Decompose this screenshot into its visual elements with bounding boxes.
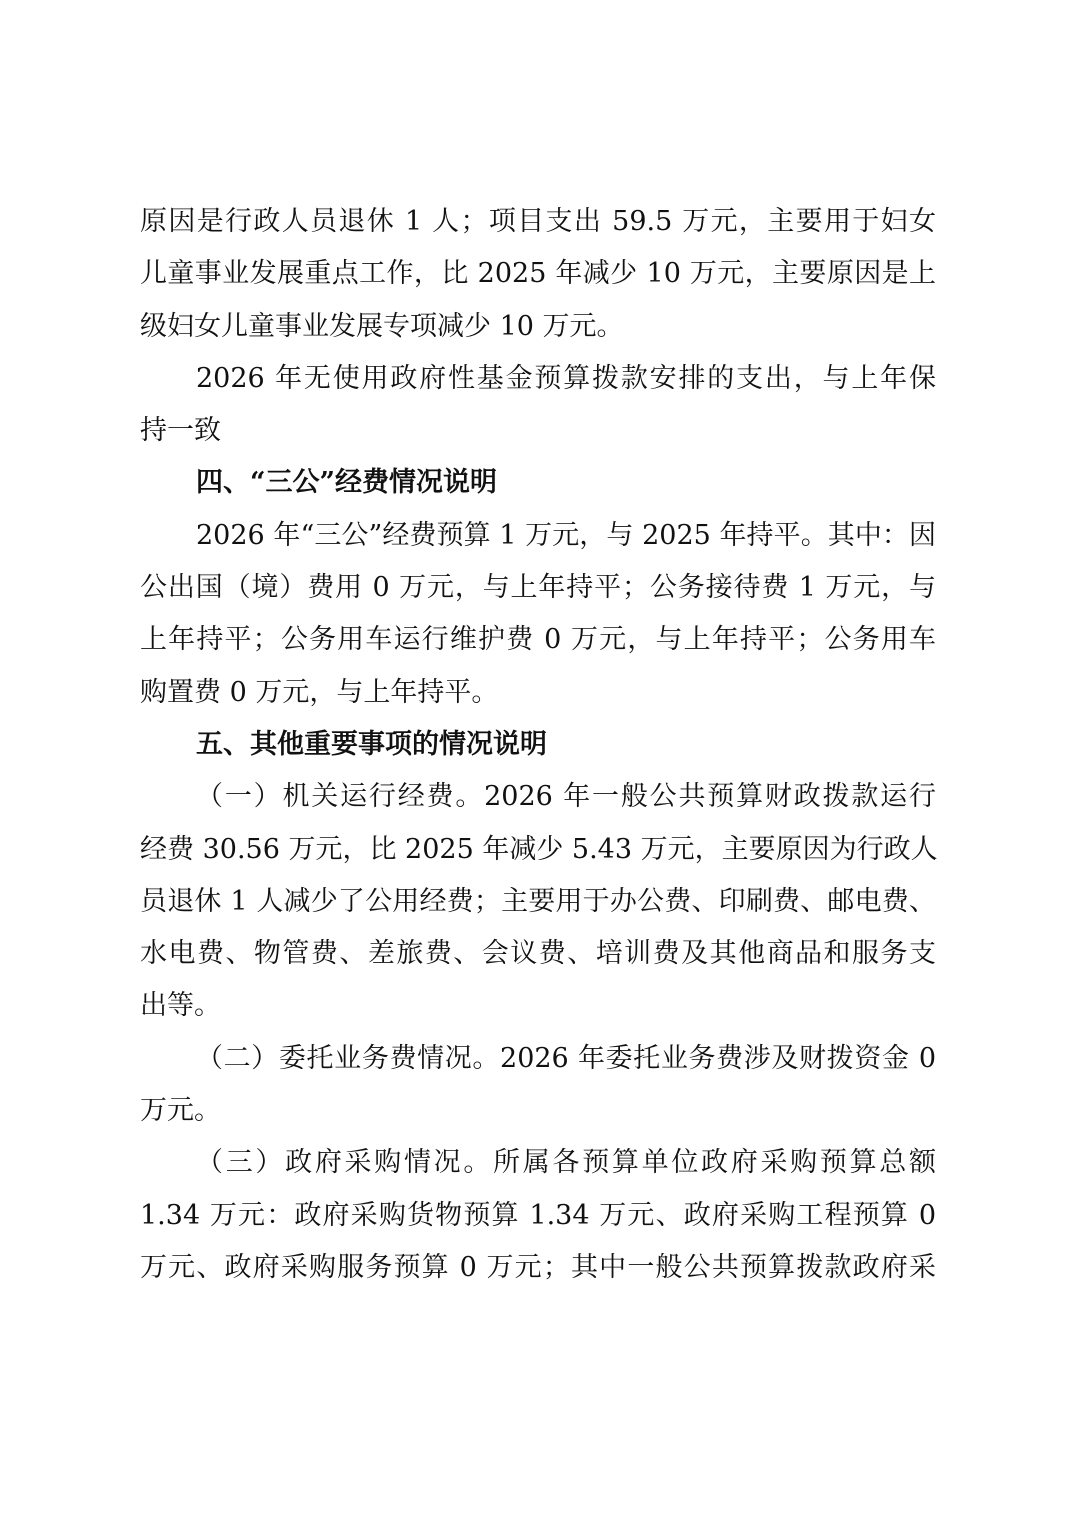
text-line: 员退休 1 人减少了公用经费；主要用于办公费、印刷费、邮电费、 [140, 885, 936, 917]
text-line: 上年持平；公务用车运行维护费 0 万元，与上年持平；公务用车 [140, 624, 936, 656]
text-line: 购置费 0 万元，与上年持平。 [140, 676, 499, 708]
paragraph [140, 1137, 936, 1294]
text-line: （二）委托业务费情况。2026 年委托业务费涉及财拨资金 0 [196, 1042, 936, 1074]
paragraph [140, 771, 936, 1032]
text-line: 儿童事业发展重点工作，比 2025 年减少 10 万元，主要原因是上 [140, 258, 936, 290]
paragraph [140, 1033, 936, 1138]
paragraph [140, 353, 936, 458]
text-line: 持一致 [140, 415, 221, 447]
text-line: 公出国（境）费用 0 万元，与上年持平；公务接待费 1 万元，与 [140, 572, 936, 604]
text-line: 万元。 [140, 1095, 221, 1127]
text-line: 1.34 万元：政府采购货物预算 1.34 万元、政府采购工程预算 0 [140, 1199, 936, 1231]
paragraph [140, 510, 936, 719]
section-heading [140, 719, 936, 771]
text-line: 原因是行政人员退休 1 人；项目支出 59.5 万元，主要用于妇女 [140, 206, 936, 237]
text-line: 经费 30.56 万元，比 2025 年减少 5.43 万元，主要原因为行政人 [140, 833, 938, 865]
text-line: 级妇女儿童事业发展专项减少 10 万元。 [140, 310, 624, 342]
text-line: 水电费、物管费、差旅费、会议费、培训费及其他商品和服务支 [140, 938, 936, 970]
text-line: 出等。 [140, 990, 221, 1022]
text-line: （一）机关运行经费。2026 年一般公共预算财政拨款运行 [196, 781, 936, 813]
text-line: 万元、政府采购服务预算 0 万元；其中一般公共预算拨款政府采 [140, 1251, 936, 1283]
text-line: 2026 年无使用政府性基金预算拨款安排的支出，与上年保 [196, 362, 936, 394]
document-page [140, 196, 936, 1294]
text-line: 五、其他重要事项的情况说明 [196, 728, 547, 760]
text-line: 四、“三公”经费情况说明 [196, 467, 498, 499]
text-line: 2026 年“三公”经费预算 1 万元，与 2025 年持平。其中：因 [196, 519, 936, 551]
paragraph [140, 196, 936, 353]
section-heading [140, 457, 936, 509]
text-line: （三）政府采购情况。所属各预算单位政府采购预算总额 [196, 1147, 936, 1179]
